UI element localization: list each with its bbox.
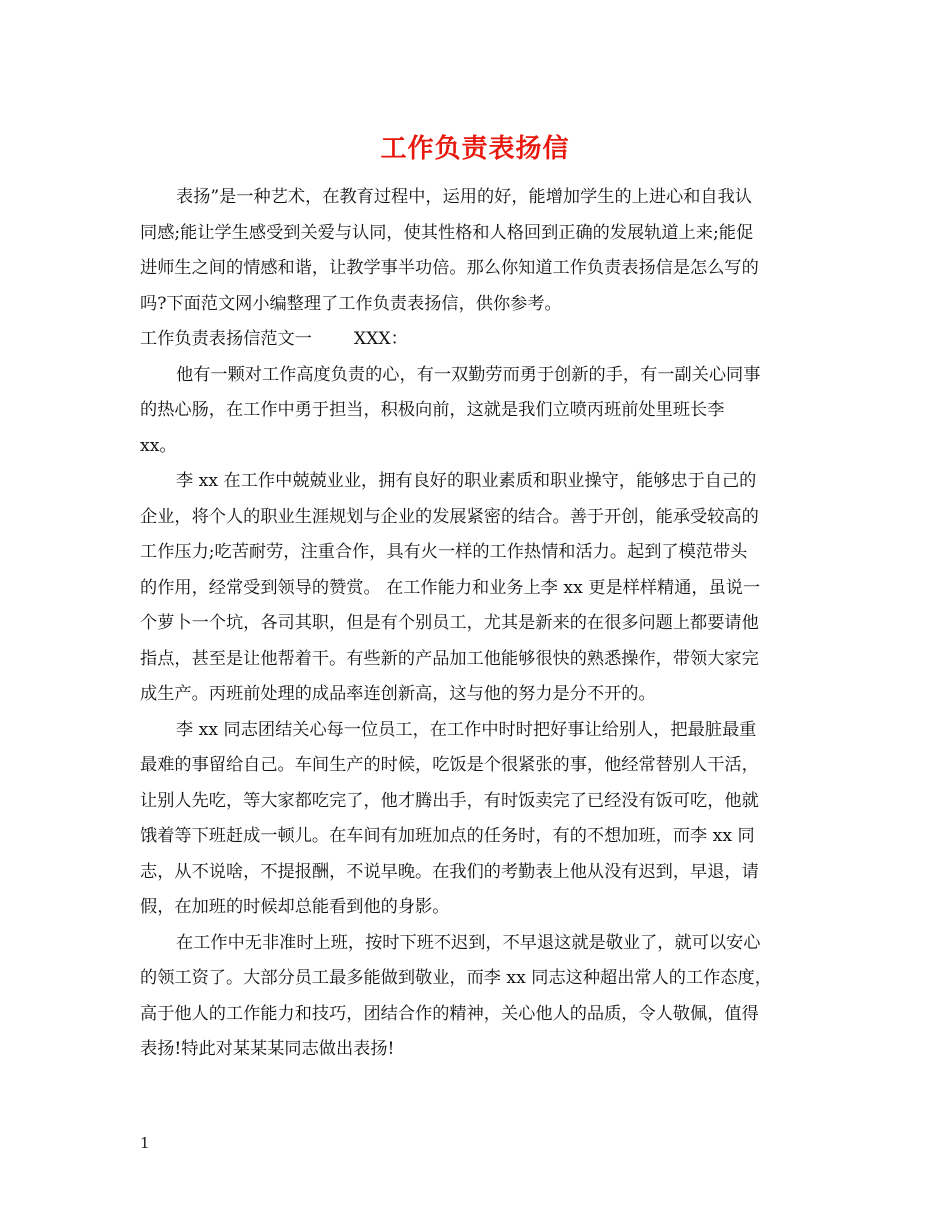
paragraph-2 [140, 464, 816, 713]
intro-line: 进师生之间的情感和谐，让教学事半功倍。那么你知道工作负责表扬信是怎么写的 [140, 258, 759, 278]
paragraph-line: 他有一颗对工作高度负责的心，有一双勤劳而勇于创新的手，有一副关心同事 [176, 364, 761, 385]
sample-heading: 工作负责表扬信范文一 [140, 329, 312, 349]
paragraph-line: 表扬!特此对某某某同志做出表扬! [140, 1039, 395, 1059]
paragraph-line: 的领工资了。大部分员工最多能做到敬业，而李 xx 同志这种超出常人的工作态度， [140, 968, 772, 988]
paragraph-line: 饿着等下班赶成一顿儿。在车间有加班加点的任务时，有的不想加班，而李 xx 同 [140, 826, 755, 846]
paragraph-line: 让别人先吃，等大家都吃完了，他才腾出手，有时饭卖完了已经没有饭可吃，他就 [140, 790, 759, 811]
paragraph-line: 在工作中无非准时上班，按时下班不迟到，不早退这就是敬业了，就可以安心 [176, 932, 761, 953]
paragraph-line: 企业，将个人的职业生涯规划与企业的发展紧密的结合。善于开创，能承受较高的 [140, 506, 759, 527]
paragraph-1 [140, 358, 816, 465]
sample-heading-line [140, 322, 816, 358]
salutation: XXX： [353, 329, 408, 349]
intro-line: 表扬”是一种艺术，在教育过程中，运用的好，能增加学生的上进心和自我认 [176, 187, 752, 207]
paragraph-line: 指点，甚至是让他帮着干。有些新的产品加工他能够很快的熟悉操作，带领大家完 [140, 648, 759, 669]
intro-line: 同感;能让学生感受到关爱与认同，使其性格和人格回到正确的发展轨道上来;能促 [140, 222, 754, 243]
paragraph-line: 成生产。丙班前处理的成品率连创新高，这与他的努力是分不开的。 [140, 684, 656, 704]
paragraph-line: 假，在加班的时候却总能看到他的身影。 [140, 897, 450, 917]
paragraph-line: 李 xx 在工作中兢兢业业，拥有良好的职业素质和职业操守，能够忠于自己的 [176, 471, 757, 491]
intro-line: 吗?下面范文网小编整理了工作负责表扬信，供你参考。 [140, 293, 562, 314]
paragraph-3 [140, 713, 816, 926]
paragraph-line: 最难的事留给自己。车间生产的时候，吃饭是个很紧张的事，他经常替别人干活， [140, 755, 759, 775]
document-title: 工作负责表扬信 [380, 134, 570, 164]
paragraph-line: 高于他人的工作能力和技巧，团结合作的精神，关心他人的品质，令人敬佩，值得 [140, 1003, 759, 1024]
paragraph-line: 志，从不说啥，不提报酬，不说早晚。在我们的考勤表上他从没有迟到，早退，请 [140, 861, 759, 882]
page-number: 1 [140, 1134, 150, 1152]
intro-paragraph [140, 180, 816, 322]
paragraph-line: 的作用，经常受到领导的赞赏。 在工作能力和业务上李 xx 更是样样精通，虽说一 [140, 577, 761, 598]
paragraph-line: xx。 [140, 435, 177, 456]
paragraph-line: 的热心肠，在工作中勇于担当，积极向前，这就是我们立喷丙班前处里班长李 [140, 400, 725, 420]
paragraph-line: 李 xx 同志团结关心每一位员工，在工作中时时把好事让给别人，把最脏最重 [176, 719, 757, 740]
document-body [140, 180, 816, 1068]
paragraph-line: 工作压力;吃苦耐劳，注重合作，具有火一样的工作热情和活力。起到了模范带头 [140, 542, 748, 562]
paragraph-line: 个萝卜一个坑，各司其职，但是有个别员工，尤其是新来的在很多问题上都要请他 [140, 613, 759, 633]
paragraph-4 [140, 926, 816, 1068]
